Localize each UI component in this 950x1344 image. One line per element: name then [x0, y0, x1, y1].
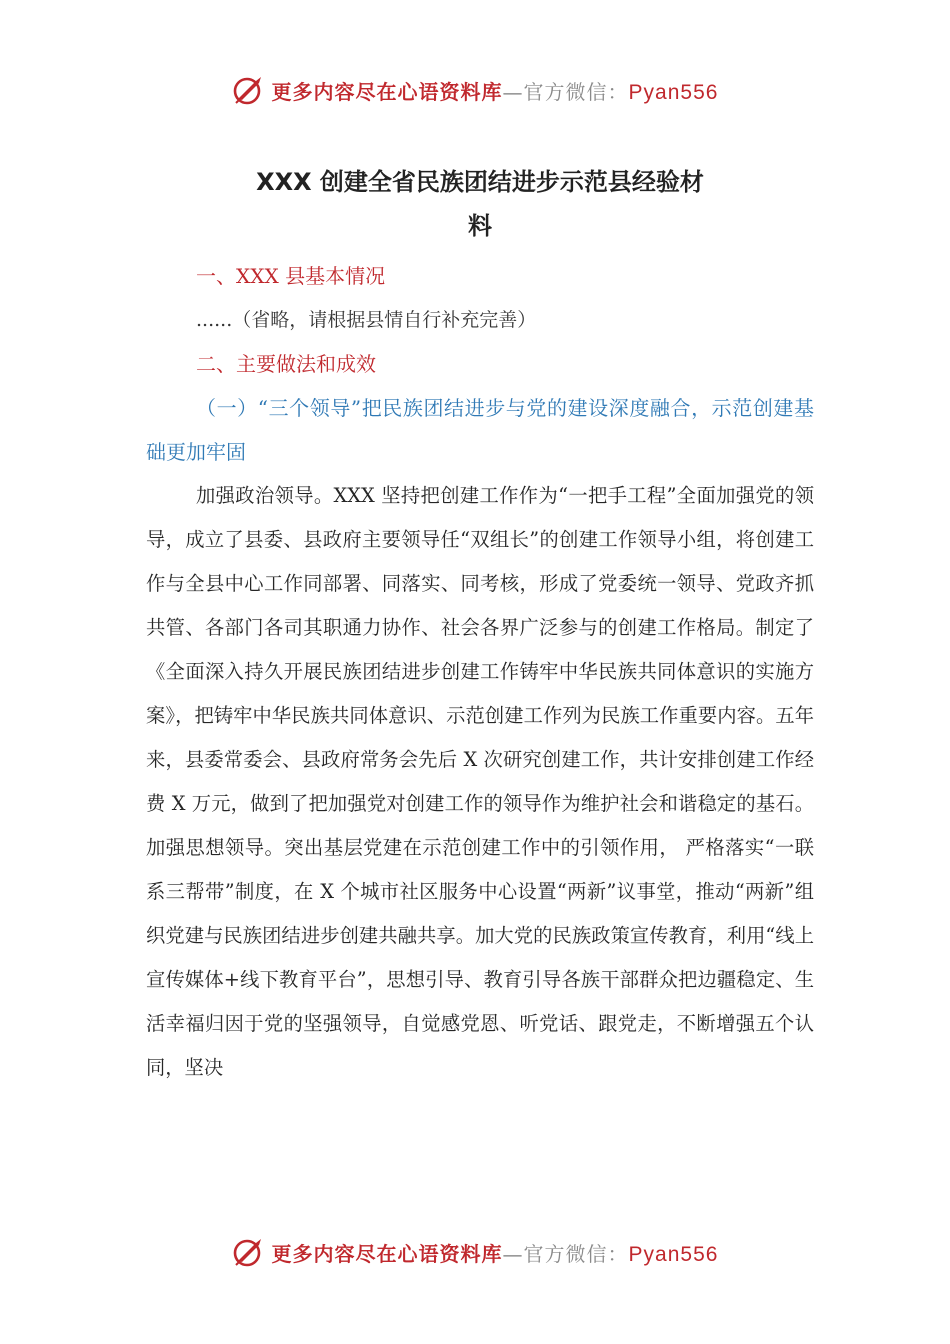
banner-main-text: 更多内容尽在心语资料库: [271, 1241, 503, 1266]
pen-logo-icon: [232, 1235, 266, 1269]
banner-separator: —: [502, 79, 524, 104]
banner-text: [272, 1238, 719, 1267]
banner-main-text: 更多内容尽在心语资料库: [271, 79, 503, 104]
document-title: [146, 160, 814, 248]
banner-wechat-label: 官方微信：: [523, 79, 629, 104]
body-paragraph: 加强政治领导。XXX 坚持把创建工作作为“一把手工程”全面加强党的领导，成立了县委、县政府主要领导任“双组长”的创建工作领导小组，将创建工作与全县中心工作同部署、同落实、同考核，形成了党委统一领导、党政齐抓共管、各部门各司其职通力协作、社会各界广泛参与的创建工作格局。制定了《全面深入持久开展民族团结进步创建工作铸牢中华民族共同体意识的实施方案》，把铸牢中华民族共同体意识、示范创建工作列为民族工作重要内容。五年来，县委常委会、县政府常务会先后 X 次研究创建工作，共计安排创建工作经费 X 万元，做到了把加强党对创建工作的领导作为维护社会和谐稳定的基石。加强思想领导。突出基层党建在示范创建工作中的引领作用， 严格落实“一联系三帮带”制度，在 X 个城市社区服务中心设置“两新”议事堂，推动“两新”组织党建与民族团结进步创建共融共享。加大党的民族政策宣传教育，利用“线上宣传媒体+线下教育平台”，思想引导、教育引导各族干部群众把边疆稳定、生活幸福归因于党的坚强领导，自觉感党恩、听党话、跟党走，不断增强五个认同，坚决: [146, 484, 814, 1079]
banner-wechat-label: 官方微信：: [523, 1241, 629, 1266]
footer-watermark-banner: [0, 1230, 950, 1274]
banner-text: [272, 76, 719, 105]
title-line-1: XXX 创建全省民族团结进步示范县经验材: [256, 168, 704, 196]
pen-logo-icon: [232, 73, 266, 107]
section-heading-1: 一、XXX 县基本情况: [196, 264, 386, 288]
subsection-heading-1: （一）“三个领导”把民族团结进步与党的建设深度融合，示范创建基础更加牢固: [146, 396, 814, 464]
banner-wechat-id: Pyan556: [628, 80, 719, 104]
title-line-2: 料: [468, 212, 492, 240]
document-content: [146, 160, 814, 1090]
header-watermark-banner: [0, 68, 950, 112]
banner-separator: —: [502, 1241, 524, 1266]
section-heading-2: 二、主要做法和成效: [196, 352, 376, 376]
banner-wechat-id: Pyan556: [628, 1242, 719, 1266]
section-1-note: ......（省略，请根据县情自行补充完善）: [196, 309, 537, 331]
